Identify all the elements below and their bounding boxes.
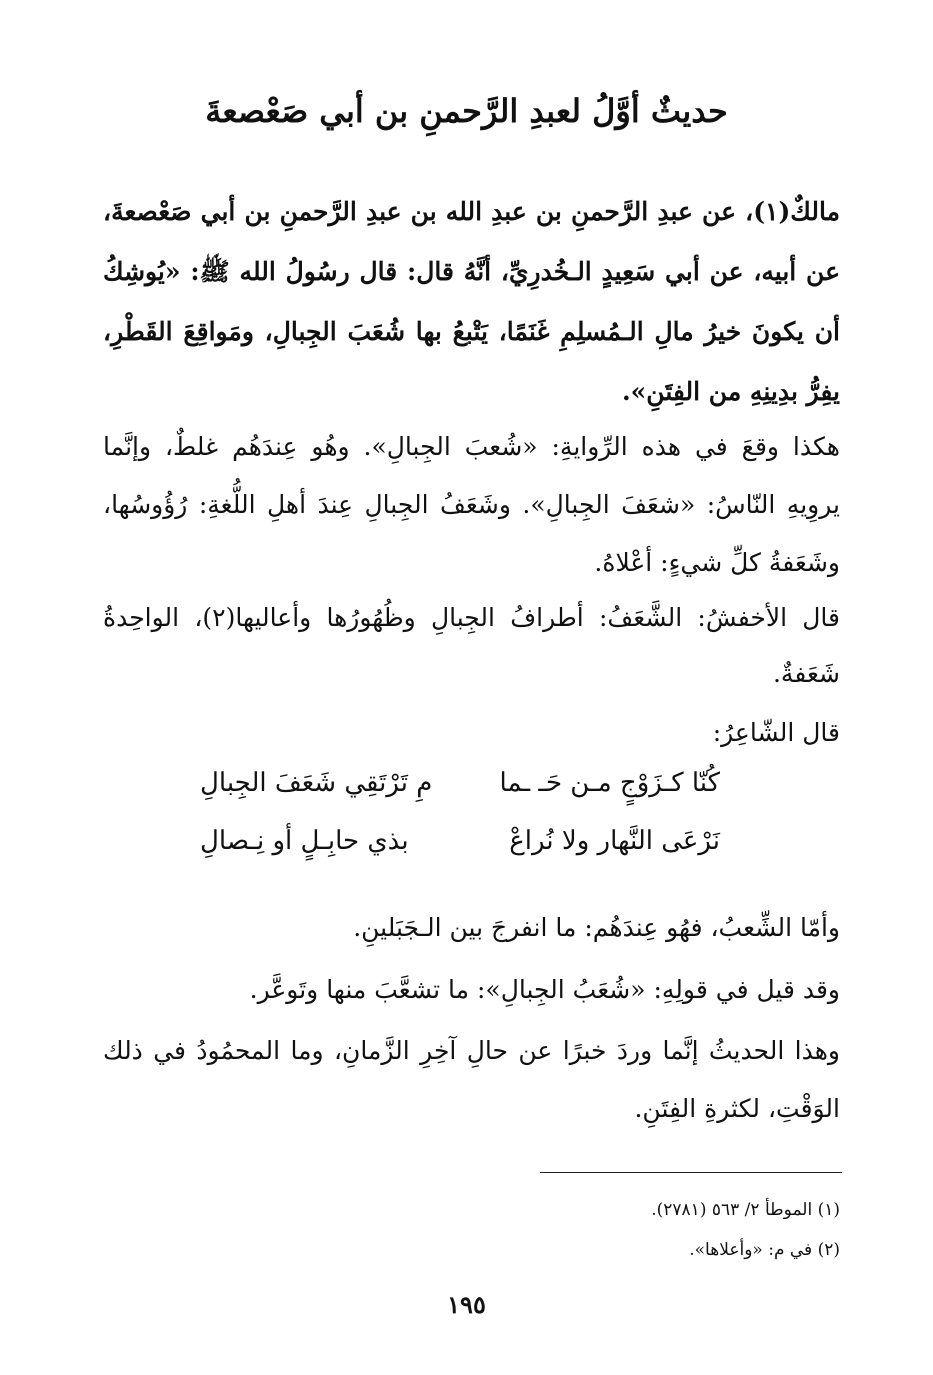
poem-verse-2 <box>200 826 720 886</box>
chapter-heading: حديثٌ أوَّلُ لعبدِ الرَّحمنِ بن أبي صَعْصعةَ <box>205 92 728 130</box>
hadith-paragraph: مالكٌ(١)، عن عبدِ الرَّحمنِ بن عبدِ الله بن عبدِ الرَّحمنِ بن أبي صَعْصعةَ، عن أبيه، عن أبي سَعِيدٍ الـخُدرِيِّ، أنَّهُ قال: قال رسُولُ الله ﷺ: «يُوشِكُ أن يكونَ خيرُ مالِ الـمُسلِمِ غَنَمًا، يَتْبعُ بها شُعَبَ الجِبالِ، ومَواقِعَ القَطْرِ، يفِرُّ بدِينِهِ من الفِتَنِ». <box>103 197 840 406</box>
poet-intro: قال الشّاعِرُ: <box>712 718 840 747</box>
poem-verse-1 <box>200 768 720 828</box>
footnote-divider <box>540 1172 842 1173</box>
commentary-paragraph-zaman: وهذا الحديثُ إنَّما وردَ خبرًا عن حالِ آخِرِ الزَّمانِ، وما المحمُودُ في ذلك الوَقْتِ، لكثرةِ الفِتَنِ. <box>103 1036 840 1123</box>
verse-1-second-hemistich: مِ تَرْتَقِي شَعَفَ الجِبالِ <box>200 768 433 798</box>
verse-1-first-hemistich: كُنّا كـزَوْجٍ مـن حَـ ـما <box>499 768 720 798</box>
page-number: ١٩٥ <box>447 1290 486 1319</box>
commentary-paragraph-akhfash: قال الأخفشُ: الشَّعَفُ: أطرافُ الجِبالِ وظُهُورُها وأعاليها(٢)، الواحِدةُ شَعَفةٌ. <box>103 603 841 688</box>
verse-2-first-hemistich: نَرْعَى النَّهار ولا نُراعْ <box>509 826 720 856</box>
commentary-paragraph-qawl: وقد قيل في قولِهِ: «شُعَبُ الجِبالِ»: ما تشعَّبَ منها وتَوعَّر. <box>249 975 840 1004</box>
commentary-paragraph-riwaya: هكذا وقعَ في هذه الرِّوايةِ: «شُعبَ الجِبالِ». وهُو عِندَهُم غلطٌ، وإنَّما يروِيهِ النّاسُ: «شعَفَ الجِبالِ». وشَعَفُ الجِبالِ عِندَ أهلِ اللُّغةِ: رُؤُوسُها، وشَعَفةُ كلِّ شيءٍ: أعْلاهُ. <box>103 432 840 577</box>
verse-2-second-hemistich: بذي حابِـلٍ أو نِـصالِ <box>200 826 409 856</box>
commentary-paragraph-shib: وأمّا الشِّعبُ، فهُو عِندَهُم: ما انفرجَ بين الـجَبَلينِ. <box>353 913 840 942</box>
footnote-2: (٢) في م: «وأعلاها». <box>689 1240 840 1260</box>
footnote-1: (١) الموطأ ٢/ ٥٦٣ (٢٧٨١). <box>651 1200 840 1220</box>
